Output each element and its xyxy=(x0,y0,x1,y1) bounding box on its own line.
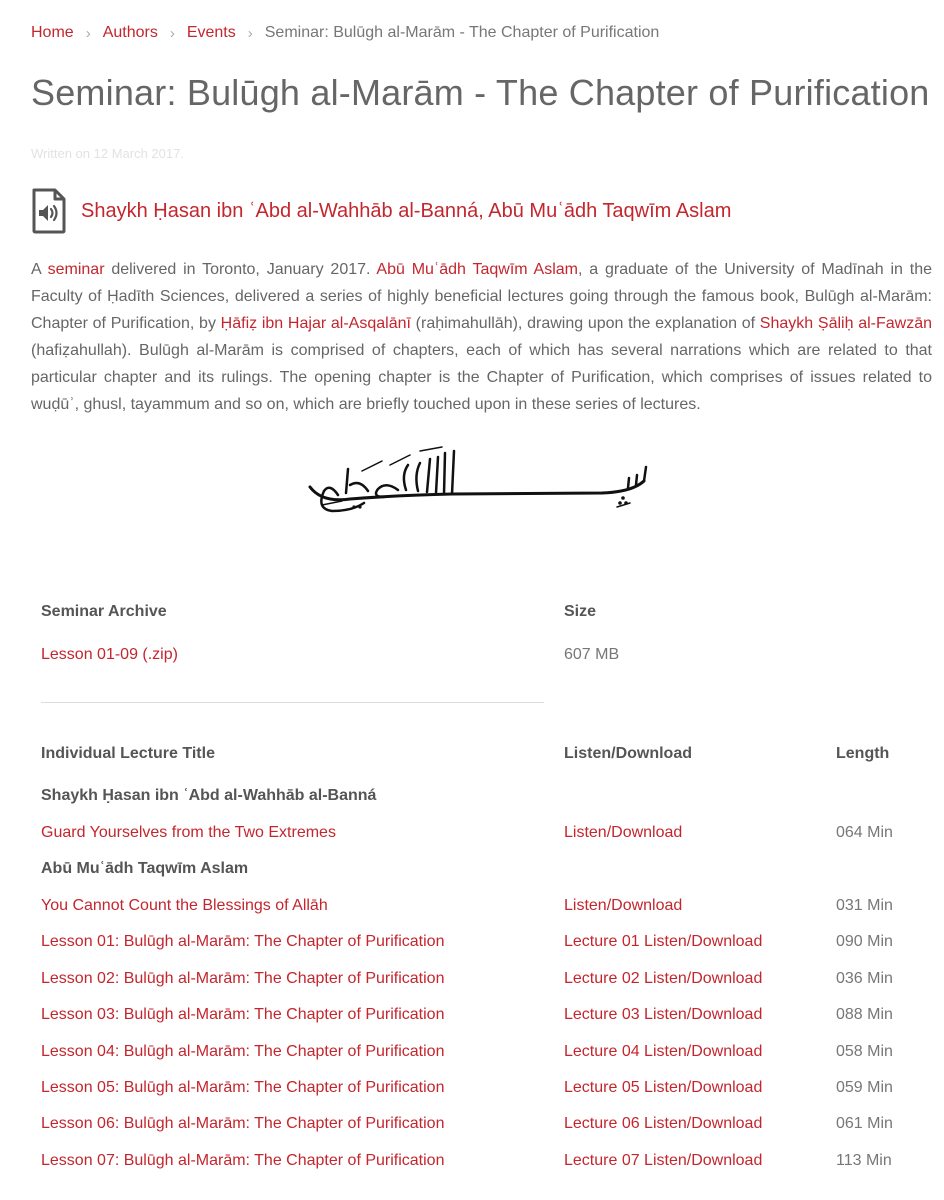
lecture-title-link[interactable]: Guard Yourselves from the Two Extremes xyxy=(41,824,336,841)
lecture-length: 061 Min xyxy=(836,1115,893,1132)
lecture-length: 090 Min xyxy=(836,933,893,950)
lecture-title-link[interactable]: Lesson 06: Bulūgh al-Marām: The Chapter of Purification xyxy=(41,1115,445,1132)
speaker-heading: Abū Muʿādh Taqwīm Aslam xyxy=(41,860,249,877)
listen-download-link[interactable]: Lecture 02 Listen/Download xyxy=(564,970,763,987)
lecture-title-link[interactable]: Lesson 05: Bulūgh al-Marām: The Chapter of Purification xyxy=(41,1079,445,1096)
description-text: delivered in Toronto, January 2017. xyxy=(104,261,377,278)
description-text: A xyxy=(31,261,48,278)
archive-size: 607 MB xyxy=(564,646,620,663)
lecture-length: 113 Min xyxy=(836,1152,892,1169)
breadcrumb-home[interactable]: Home xyxy=(31,24,74,41)
listen-download-link[interactable]: Listen/Download xyxy=(564,897,683,914)
lecture-length: 058 Min xyxy=(836,1043,893,1060)
seminar-link[interactable]: seminar xyxy=(47,261,105,278)
lectures-header-title: Individual Lecture Title xyxy=(41,745,215,762)
speaker-line xyxy=(31,188,731,234)
listen-download-link[interactable]: Lecture 01 Listen/Download xyxy=(564,933,763,950)
listen-download-link[interactable]: Lecture 04 Listen/Download xyxy=(564,1043,763,1060)
chevron-right-icon: › xyxy=(247,24,253,42)
listen-download-link[interactable]: Lecture 03 Listen/Download xyxy=(564,1006,763,1023)
divider xyxy=(41,702,544,703)
listen-download-link[interactable]: Listen/Download xyxy=(564,824,683,841)
page-title: Seminar: Bulūgh al-Marām - The Chapter of Purification xyxy=(31,72,930,113)
lectures-header-length: Length xyxy=(836,745,890,762)
abu-muadh-link[interactable]: Abū Muʿādh Taqwīm Aslam xyxy=(376,261,579,278)
description xyxy=(31,256,932,418)
lecture-title-link[interactable]: Lesson 07: Bulūgh al-Marām: The Chapter of Purification xyxy=(41,1152,445,1169)
speakers-link[interactable]: Shaykh Ḥasan ibn ʿAbd al-Wahhāb al-Banná, Abū Muʿādh Taqwīm Aslam xyxy=(81,199,732,222)
archive-header-size: Size xyxy=(564,603,597,620)
lecture-length: 064 Min xyxy=(836,824,893,841)
lectures-header-listen: Listen/Download xyxy=(564,745,692,762)
lecture-title-link[interactable]: Lesson 01: Bulūgh al-Marām: The Chapter of Purification xyxy=(41,933,445,950)
lecture-title-link[interactable]: You Cannot Count the Blessings of Allāh xyxy=(41,897,328,914)
publish-date: Written on 12 March 2017. xyxy=(31,146,184,161)
breadcrumb-events[interactable]: Events xyxy=(186,24,236,41)
fawzan-link[interactable]: Shaykh Ṣāliḥ al-Fawzān xyxy=(759,315,932,332)
basmala-calligraphy-icon xyxy=(302,445,654,525)
listen-download-link[interactable]: Lecture 05 Listen/Download xyxy=(564,1079,763,1096)
lecture-length: 036 Min xyxy=(836,970,893,987)
chevron-right-icon: › xyxy=(85,24,91,42)
breadcrumb-current: Seminar: Bulūgh al-Marām - The Chapter of Purification xyxy=(264,24,660,41)
lecture-title-link[interactable]: Lesson 04: Bulūgh al-Marām: The Chapter of Purification xyxy=(41,1043,445,1060)
audio-file-icon xyxy=(31,188,67,234)
lecture-length: 059 Min xyxy=(836,1079,893,1096)
hafiz-link[interactable]: Ḥāfiẓ ibn Hajar al-Asqalānī xyxy=(220,315,411,332)
breadcrumb xyxy=(31,24,659,42)
chevron-right-icon: › xyxy=(169,24,175,42)
listen-download-link[interactable]: Lecture 07 Listen/Download xyxy=(564,1152,763,1169)
archive-header-title: Seminar Archive xyxy=(41,603,167,620)
archive-zip-link[interactable]: Lesson 01-09 (.zip) xyxy=(41,646,178,663)
description-text: (hafiẓahullah). Bulūgh al-Marām is comprised of chapters, each of which has several narrations which are related to that particular chapter and its rulings. The opening chapter is the Chapter of Purification, which comprises of issues related to wuḍūʾ, ghusl, tayammum and so on, which are briefly touched upon in these series of lectures. xyxy=(31,342,932,413)
lecture-length: 088 Min xyxy=(836,1006,893,1023)
listen-download-link[interactable]: Lecture 06 Listen/Download xyxy=(564,1115,763,1132)
description-text: (raḥimahullāh), drawing upon the explanation of xyxy=(410,315,760,332)
breadcrumb-authors[interactable]: Authors xyxy=(102,24,158,41)
lecture-title-link[interactable]: Lesson 02: Bulūgh al-Marām: The Chapter of Purification xyxy=(41,970,445,987)
lecture-title-link[interactable]: Lesson 03: Bulūgh al-Marām: The Chapter of Purification xyxy=(41,1006,445,1023)
description-text: , a graduate of the University of Madīnah in the Faculty of Ḥadīth Sciences, delivered a series of highly beneficial lectures going through the famous book, Bulūgh al-Marām: Chapter of Purification, by xyxy=(31,261,933,332)
lecture-length: 031 Min xyxy=(836,897,893,914)
speaker-heading: Shaykh Ḥasan ibn ʿAbd al-Wahhāb al-Banná xyxy=(41,787,377,804)
